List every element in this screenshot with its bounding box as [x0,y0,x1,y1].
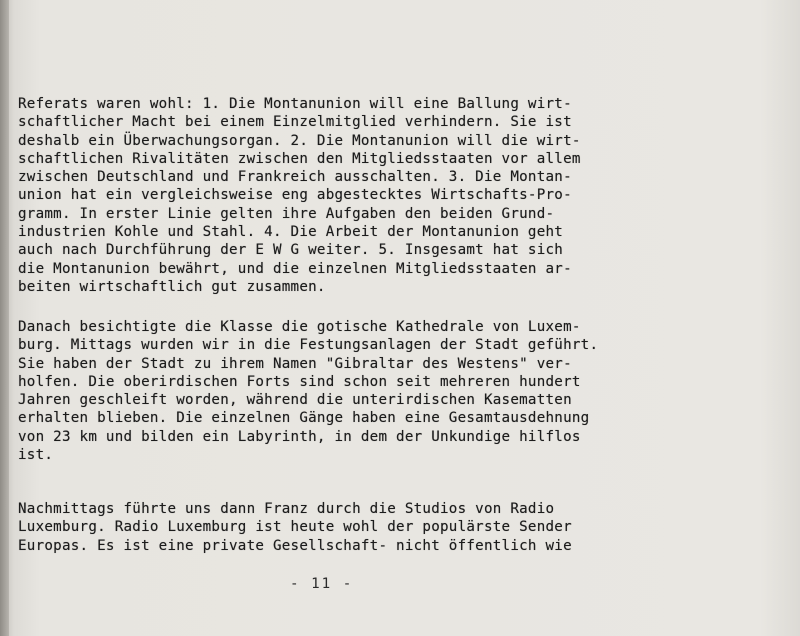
text-line: industrien Kohle und Stahl. 4. Die Arbeit der Montanunion geht [18,224,564,241]
text-line: Nachmittags führte uns dann Franz durch die Studios von Radio [18,501,555,517]
text-line: schaftlichen Rivalitäten zwischen den Mitgliedsstaaten vor allem [18,150,581,167]
text-line: Danach besichtigte die Klasse die gotische Kathedrale von Luxem- [18,319,581,335]
text-line: deshalb ein Überwachungsorgan. 2. Die Montanunion will die wirt- [18,132,581,149]
text-line: Luxemburg. Radio Luxemburg ist heute wohl der populärste Sender [18,519,572,536]
text-line: erhalten blieben. Die einzelnen Gänge haben eine Gesamtausdehnung [18,410,590,427]
text-line: Referats waren wohl: 1. Die Montanunion will eine Ballung wirt- [18,96,572,112]
paragraph-kathedrale-festung [18,318,598,464]
text-line: union hat ein vergleichsweise eng abgestecktes Wirtschafts-Pro- [18,187,572,204]
page-number: - 11 - [290,576,354,592]
text-line: von 23 km und bilden ein Labyrinth, in dem der Unkundige hilflos [18,428,581,445]
text-line: gramm. In erster Linie gelten ihre Aufgaben den beiden Grund- [18,205,555,222]
text-line: beiten wirtschaftlich gut zusammen. [18,278,326,295]
text-line: schaftlicher Macht bei einem Einzelmitglied verhindern. Sie ist [18,114,572,131]
page-binding-shadow [0,0,9,636]
text-line: holfen. Die oberirdischen Forts sind schon seit mehreren hundert [18,373,581,390]
text-line: die Montanunion bewährt, und die einzelnen Mitgliedsstaaten ar- [18,260,572,277]
text-line: burg. Mittags wurden wir in die Festungsanlagen der Stadt geführt. [18,337,599,354]
text-line: auch nach Durchführung der E W G weiter. 5. Insgesamt hat sich [18,242,564,259]
text-line: zwischen Deutschland und Frankreich ausschalten. 3. Die Montan- [18,169,572,186]
text-line: Jahren geschleift worden, während die unterirdischen Kasematten [18,392,572,409]
text-line: Europas. Es ist eine private Gesellschaft- nicht öffentlich wie [18,537,572,554]
paragraph-montanunion [18,95,581,296]
paragraph-radio-luxemburg [18,500,572,555]
text-line: Sie haben der Stadt zu ihrem Namen "Gibraltar des Westens" ver- [18,355,572,372]
text-line: ist. [18,447,54,464]
